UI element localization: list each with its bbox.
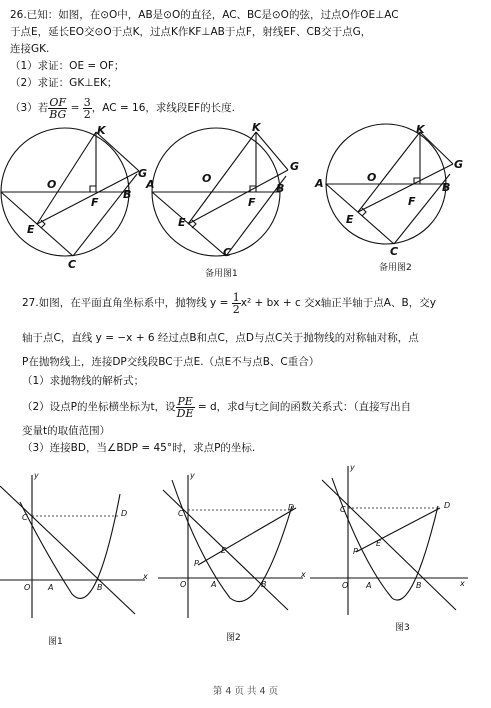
caption-spare2: 备用图2 [379, 263, 412, 273]
label-d: D [288, 503, 295, 512]
page-footer: 第 4 页 共 4 页 [212, 686, 279, 697]
equals-sign: = [67, 102, 83, 114]
fraction-numerator: 1 [232, 290, 240, 304]
q27-line1-prefix: 27.如图，在平面直角坐标系中，抛物线 y = [22, 297, 232, 309]
label-p: P [353, 547, 358, 556]
q26-line2: 于点E，延长EO交⊙O于点K，过点K作KF⊥AB于点F，射线EF、CB交于点G， [10, 26, 372, 38]
fraction-denominator: 2 [232, 302, 240, 316]
label-a: A [48, 583, 54, 592]
label-f: F [248, 196, 256, 209]
label-y: y [34, 471, 39, 480]
q26-part2: （2）求证：GK⊥EK； [10, 77, 118, 89]
q26-part3 [10, 93, 235, 123]
label-b: B [416, 581, 422, 590]
q27-graph-2 [158, 470, 308, 620]
caption-graph1: 图1 [48, 637, 63, 647]
label-c: C [22, 513, 28, 522]
q26-figure-spare1 [146, 121, 306, 274]
caption-graph3: 图3 [395, 623, 410, 633]
label-c: C [178, 509, 184, 518]
q27-fraction-half [232, 292, 241, 315]
fraction-numerator: PE [177, 394, 193, 408]
label-o: O [342, 581, 349, 590]
fraction-numerator: OF [49, 95, 67, 109]
label-a: A [146, 178, 155, 191]
q26-line1: 26.已知：如图，在⊙O中，AB是⊙O的直径，AC、BC是⊙O的弦，过点O作OE⊥AC [10, 9, 399, 21]
label-o: O [47, 178, 57, 191]
label-e: E [27, 223, 35, 236]
q27-part2-prefix: （2）设点P的坐标横坐标为t，设 [22, 401, 176, 413]
q27-fraction-pe-de [176, 396, 195, 419]
label-o: O [24, 583, 31, 592]
label-k: K [252, 121, 261, 134]
label-y: y [190, 471, 195, 480]
label-x: x [301, 570, 306, 579]
caption-spare1: 备用图1 [205, 269, 238, 279]
label-c: C [223, 246, 232, 259]
q26-fraction-3-2 [83, 97, 92, 120]
label-g: G [290, 160, 300, 173]
q27-part2 [22, 392, 411, 422]
q26-figure-main [0, 124, 150, 274]
label-e: E [376, 539, 382, 548]
fraction-denominator: 2 [83, 107, 91, 121]
q26-figure-spare2 [315, 123, 478, 274]
label-g: G [138, 167, 148, 180]
label-y: y [350, 463, 355, 472]
fraction-denominator: BG [49, 107, 67, 121]
label-p: P [194, 559, 199, 568]
q27-line1 [22, 288, 436, 318]
label-e: E [221, 546, 227, 555]
label-k: K [416, 123, 425, 136]
label-x: x [143, 572, 148, 581]
q26-line3: 连接GK. [10, 43, 50, 55]
fraction-numerator: 3 [83, 95, 91, 109]
label-b: B [261, 580, 267, 589]
q26-part1: （1）求证：OE = OF； [10, 60, 125, 72]
label-a: A [211, 580, 217, 589]
label-b: B [97, 583, 103, 592]
label-a: A [366, 581, 372, 590]
label-f: F [408, 195, 416, 208]
label-d: D [121, 509, 128, 518]
label-a: A [315, 177, 324, 190]
label-b: B [442, 181, 451, 194]
label-x: x [460, 579, 465, 588]
label-g: G [454, 158, 464, 171]
q27-line3: P在抛物线上，连接DP交线段BC于点E.（点E不与点B、C重合） [22, 356, 320, 368]
fraction-denominator: DE [176, 406, 194, 420]
q27-part1: （1）求抛物线的解析式； [22, 375, 145, 387]
label-o: O [367, 171, 377, 184]
label-e: E [346, 213, 354, 226]
q27-graph-3 [310, 462, 470, 617]
label-c: C [340, 505, 346, 514]
q26-fraction-of-bg [48, 97, 67, 120]
label-c: C [390, 245, 399, 258]
label-o: O [180, 580, 187, 589]
q26-part3-suffix: ，AC = 16，求线段EF的长度. [91, 102, 235, 114]
label-f: F [91, 196, 99, 209]
label-c: C [68, 258, 77, 271]
label-e: E [178, 216, 186, 229]
label-d: D [444, 501, 451, 510]
caption-graph2: 图2 [226, 633, 241, 643]
q27-part3: （3）连接BD，当∠BDP = 45°时，求点P的坐标. [22, 442, 256, 454]
label-b: B [276, 182, 285, 195]
label-o: O [202, 172, 212, 185]
q27-line2: 轴于点C，直线 y = −x + 6 经过点B和点C，点D与点C关于抛物线的对称轴对称，点 [22, 332, 419, 344]
q27-part2-line2: 变量t的取值范围） [22, 425, 111, 437]
q27-graph-1 [0, 470, 150, 620]
q27-part2-suffix: = d，求d与t之间的函数关系式：（直接写出自 [194, 401, 412, 413]
q26-part3-prefix: （3）若 [10, 102, 49, 114]
label-k: K [97, 124, 106, 137]
q27-line1-suffix: x² + bx + c 交x轴正半轴于点A、B，交y [240, 297, 436, 309]
label-b: B [123, 188, 132, 201]
